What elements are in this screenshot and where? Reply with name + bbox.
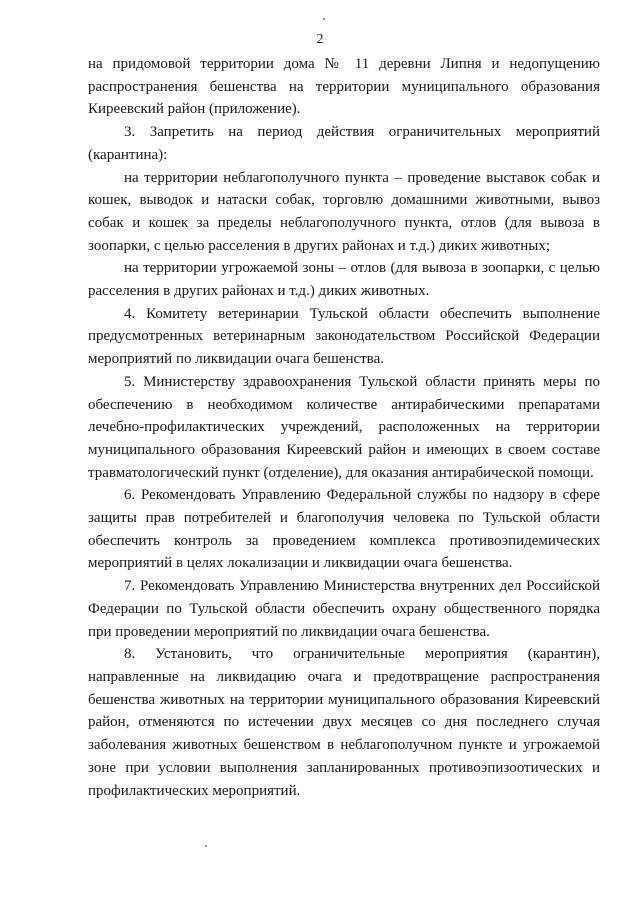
- page-number: 2: [316, 32, 324, 47]
- paragraph-item-8: 8. Установить, что ограничительные мероприятия (карантин), направленные на ликвидацию очага и предотвращение распространения бешенства животных на территории муниципального образования Киреевский район, отменяются по истечении двух месяцев со дня последнего случая заболевания животных бешенством в неблагополучном пункте и угрожаемой зоне при условии выполнения запланированных противоэпизоотических и профилактических мероприятий.: [88, 646, 600, 799]
- paragraph-item-3-restrictions-threatened-zone: на территории угрожаемой зоны – отлов (для вывоза в зоопарки, с целью расселения в других районах и т.д.) диких животных.: [88, 260, 600, 300]
- document-body: [88, 53, 600, 802]
- paragraph-item-3-restrictions-unfavorable-point: на территории неблагополучного пункта – проведение выставок собак и кошек, выводок и натаски собак, торговлю домашними животными, вывоз собак и кошек за пределы неблагополучного пункта, отлов (для вывоза в зоопарки, с целью расселения в других районах и т.д.) диких животных;: [88, 169, 600, 254]
- scan-speck: [205, 845, 207, 847]
- paragraph-continuation: на придомовой территории дома № 11 деревни Липня и недопущению распространения бешенства на территории муниципального образования Киреевский район (приложение).: [88, 56, 600, 118]
- paragraph-item-6: 6. Рекомендовать Управлению Федеральной службы по надзору в сфере защиты прав потребителей и благополучия человека по Тульской области обеспечить контроль за проведением комплекса противоэпидемических мероприятий в целях локализации и ликвидации очага бешенства.: [88, 487, 600, 572]
- paragraph-item-4: 4. Комитету ветеринарии Тульской области обеспечить выполнение предусмотренных ветеринарным законодательством Российской Федерации мероприятий по ликвидации очага бешенства.: [88, 305, 600, 368]
- paragraph-item-7: 7. Рекомендовать Управлению Министерства внутренних дел Российской Федерации по Тульской области обеспечить охрану общественного порядка при проведении мероприятий по ликвидации очага бешенства.: [88, 578, 600, 640]
- paragraph-item-3: 3. Запретить на период действия ограничительных мероприятий (карантина):: [88, 124, 600, 163]
- paragraph-item-5: 5. Министерству здравоохранения Тульской области принять меры по обеспечению в необходимом количестве антирабическими препаратами лечебно-профилактических учреждений, расположенных на территории муниципального образования Киреевский район и имеющих в своем составе травматологический пункт (отделение), для оказания антирабической помощи.: [88, 373, 600, 481]
- scan-speck: [323, 18, 325, 20]
